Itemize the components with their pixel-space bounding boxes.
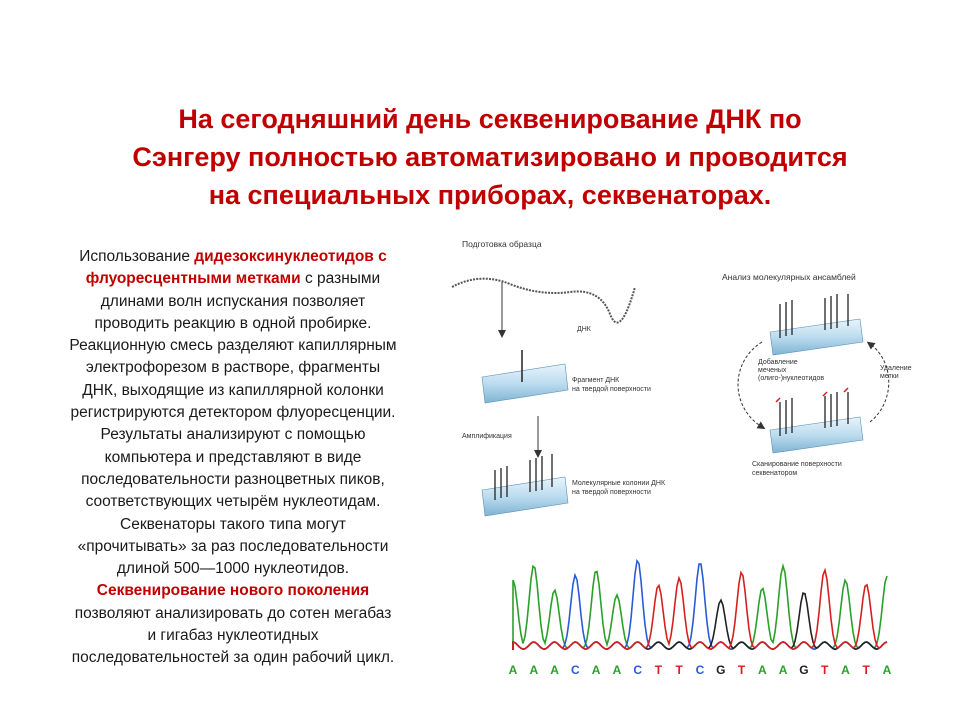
base-letter: C	[633, 663, 643, 677]
chromatogram	[505, 540, 895, 690]
base-letter: G	[799, 663, 809, 677]
base-letter: A	[529, 663, 539, 677]
body-line-3: длинами волн испускания позволяет	[100, 292, 366, 310]
base-letter: A	[778, 663, 788, 677]
base-letter: A	[612, 663, 622, 677]
base-letter: A	[882, 663, 892, 677]
base-letter: A	[591, 663, 601, 677]
base-letter: A	[841, 663, 850, 677]
base-letter: T	[862, 663, 870, 677]
body-line-18: и гигабаз нуклеотидных	[147, 627, 319, 645]
label-add-3: (олиго-)нуклеотидов	[758, 375, 825, 382]
trace-T	[513, 570, 887, 650]
label-add-2: меченых	[758, 367, 787, 374]
base-letter: A	[757, 663, 767, 677]
body-line-1a: Использование	[79, 248, 195, 265]
body-line-14: «прочитывать» за раз последовательности	[77, 537, 389, 555]
label-colonies-1: Молекулярные колонии ДНК	[572, 480, 666, 487]
surface-slab-4	[770, 388, 863, 453]
surface-slab-2	[482, 454, 568, 516]
body-line-19: последовательностей за один рабочий цикл.	[71, 649, 395, 667]
body-line-11: последовательности разноцветных пиков,	[81, 470, 385, 488]
body-line-7: ДНК, выходящие из капиллярной колонки	[82, 381, 384, 399]
base-letter: C	[695, 663, 705, 677]
body-line-5: Реакционную смесь разделяют капиллярным	[69, 337, 397, 355]
body-line-2	[28, 268, 438, 290]
trace-C	[513, 561, 887, 650]
slide-title	[60, 100, 920, 214]
body-text	[28, 246, 438, 670]
base-letter: T	[737, 663, 746, 677]
label-dna: ДНК	[577, 326, 591, 333]
surface-slab-3	[770, 294, 863, 355]
label-colonies-2: на твердой поверхности	[572, 489, 651, 496]
label-remove-2: метки	[880, 373, 899, 380]
title-line-2: Сэнгеру полностью автоматизировано и проводится	[132, 142, 848, 172]
body-line-13: Секвенаторы такого типа могут	[120, 515, 346, 533]
body-line-1	[28, 246, 438, 268]
body-line-9: Результаты анализируют с помощью	[100, 426, 366, 444]
base-letter: C	[570, 663, 580, 677]
body-line-12: соответствующих четырём нуклеотидам.	[85, 493, 381, 511]
dna-strand	[452, 279, 635, 323]
body-line-8: регистрируются детектором флуоресценции.	[70, 404, 396, 422]
highlight-dideoxy: дидезоксинуклеотидов с	[194, 248, 387, 265]
surface-slab-1	[482, 350, 568, 403]
body-line-4: проводить реакцию в одной пробирке.	[94, 314, 372, 332]
body-line-15: длиной 500—1000 нуклеотидов.	[116, 560, 350, 578]
trace-A	[513, 566, 887, 650]
label-fragment-1: Фрагмент ДНК	[572, 377, 620, 384]
label-amplification: Амплификация	[462, 433, 512, 440]
highlight-ngs: Секвенирование нового поколения	[96, 582, 370, 600]
base-letter: A	[550, 663, 559, 677]
base-letter: A	[508, 663, 518, 677]
body-line-17: позволяют анализировать до сотен мегабаз	[74, 604, 392, 622]
body-line-10: компьютера и представляют в виде	[104, 448, 362, 466]
title-line-3: на специальных приборах, секвенаторах.	[208, 180, 772, 210]
title-line-1: На сегодняшний день секвенирование ДНК по	[178, 104, 802, 134]
body-line-6: электрофорезом в растворе, фрагменты	[85, 359, 381, 377]
base-letter: G	[716, 663, 726, 677]
body-line-2b: с разными	[300, 270, 381, 288]
base-letter: T	[654, 663, 663, 677]
label-scan-1: Сканирование поверхности	[752, 461, 842, 468]
label-remove-1: Удаление	[880, 365, 912, 372]
base-letter: T	[675, 663, 683, 677]
label-scan-2: секвенатором	[752, 470, 798, 477]
label-fragment-2: на твердой поверхности	[572, 386, 651, 393]
cycle-arrow-left	[738, 342, 762, 427]
label-add-1: Добавление	[758, 359, 798, 366]
highlight-fluorescent: флуоресцентными метками	[85, 270, 301, 288]
label-analysis: Анализ молекулярных ансамблей	[722, 272, 856, 282]
cycle-arrow-right	[870, 344, 889, 422]
base-letter: T	[821, 663, 829, 677]
label-sample-prep: Подготовка образца	[462, 239, 542, 249]
sequencing-diagram	[440, 232, 920, 522]
